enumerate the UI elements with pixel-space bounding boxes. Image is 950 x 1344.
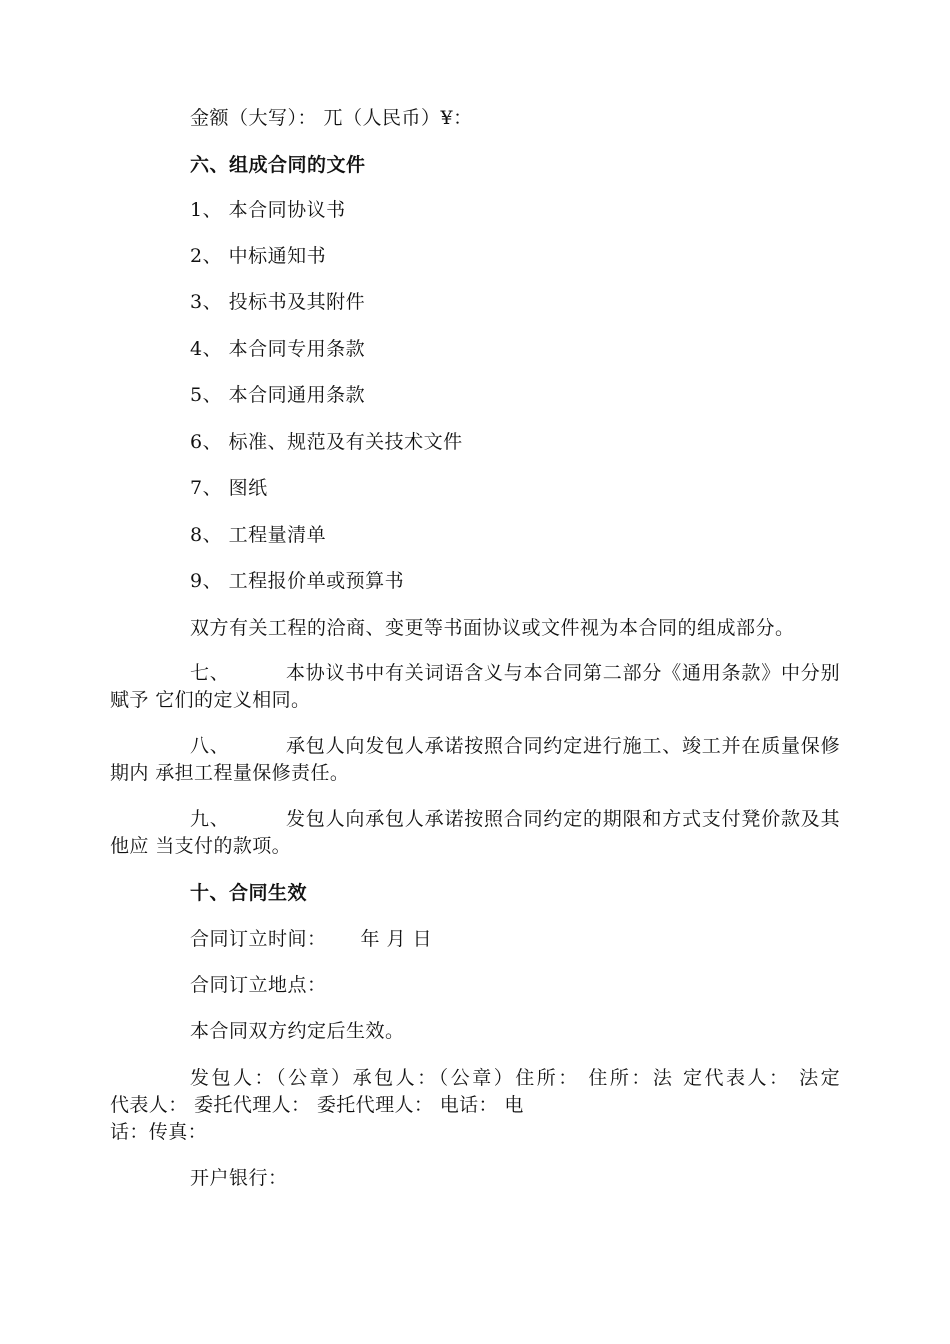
list-item: 5、 本合同通用条款 [190,384,366,406]
list-item: 2、 中标通知书 [190,245,327,267]
effective-statement: 本合同双方约定后生效。 [190,1020,405,1042]
signature-line: 话：传真： [110,1121,208,1143]
signing-place-label: 合同订立地点： [190,974,327,996]
clause-text: 本协议书中有关词语含义与本合同第二部分《通用条款》中分别 [285,662,840,684]
signing-time-label: 合同订立时间： [190,928,327,950]
clause-number: 七、 [190,662,230,684]
list-item: 8、 工程量清单 [190,524,327,546]
signing-time-value: 年 月 日 [360,928,433,950]
list-item: 1、 本合同协议书 [190,199,346,221]
bank-label: 开户银行： [190,1167,288,1189]
signing-time-line [190,927,432,951]
list-item: 3、 投标书及其附件 [190,291,366,313]
section6-note: 双方有关工程的洽商、变更等书面协议或文件视为本合同的组成部分。 [190,617,795,639]
clause-text-continued: 赋予 它们的定义相同。 [110,689,311,711]
clause-8 [110,733,840,787]
signature-line: 代表人： 委托代理人： 委托代理人： 电话： 电 [110,1094,524,1116]
list-item: 9、 工程报价单或预算书 [190,570,405,592]
list-item: 7、 图纸 [190,477,268,499]
amount-line: 金额（大写）： 兀（人民币）¥： [190,107,473,129]
signature-block [110,1065,840,1146]
clause-9 [110,806,840,860]
section10-heading: 十、合同生效 [190,882,308,904]
clause-7 [110,660,840,714]
clause-text-continued: 他应 当支付的款项。 [110,835,292,857]
clause-number: 九、 [190,808,230,830]
list-item: 4、 本合同专用条款 [190,338,366,360]
signature-line: 发包人：（公章）承包人：（公章）住所： 住所：法 定代表人： 法定 [190,1067,840,1089]
clause-text-continued: 期内 承担工程量保修责任。 [110,762,350,784]
clause-text: 发包人向承包人承诺按照合同约定的期限和方式支付凳价款及其 [285,808,840,830]
list-item: 6、 标准、规范及有关技术文件 [190,431,463,453]
clause-number: 八、 [190,735,230,757]
clause-text: 承包人向发包人承诺按照合同约定进行施工、竣工并在质量保修 [285,735,840,757]
section6-heading: 六、组成合同的文件 [190,154,366,176]
